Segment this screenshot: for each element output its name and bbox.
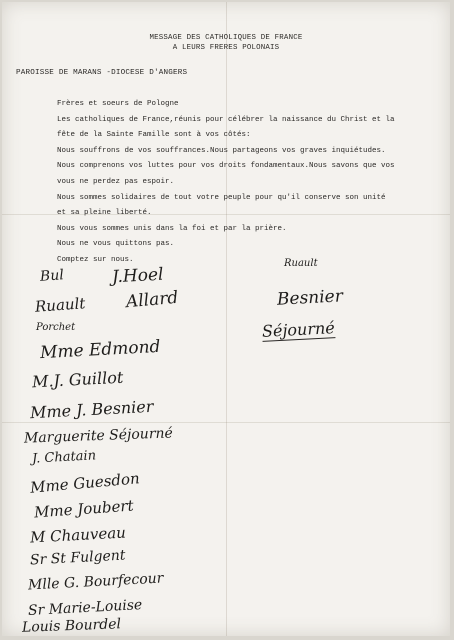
signature: J.Hoel <box>111 264 164 288</box>
parish-header: PAROISSE DE MARANS -DIOCESE D'ANGERS <box>16 69 188 77</box>
signature: Mme Guesdon <box>29 469 141 497</box>
body-line: Nous sommes solidaires de tout votre peuple pour qu'il conserve son unité <box>57 193 386 202</box>
body-line: Nous comprenons vos luttes pour vos droits fondamentaux.Nous savons que vos <box>57 162 395 171</box>
letter-subtitle: A LEURS FRERES POLONAIS <box>172 44 280 52</box>
body-line: et sa pleine liberté. <box>57 209 152 218</box>
signature: M Chauveau <box>29 523 127 547</box>
signature: Séjourné <box>261 318 336 341</box>
signature: Mlle G. Bourfecour <box>27 570 164 594</box>
body-line: Comptez sur nous. <box>57 255 134 264</box>
letter-page <box>2 2 450 636</box>
signature: Louis Bourdel <box>21 616 122 636</box>
body-line: Nous souffrons de vos souffrances.Nous partageons vos graves inquiétudes. <box>57 146 386 155</box>
letter-body <box>57 97 442 269</box>
signature: J. Chatain <box>31 448 97 467</box>
body-line: fête de la Sainte Famille sont à vos côtés: <box>57 131 251 140</box>
signature: Mme Edmond <box>39 336 161 364</box>
body-line: Nous vous sommes unis dans la foi et par la prière. <box>57 224 287 233</box>
signature: Porchet <box>36 322 76 333</box>
signature: Mme Joubert <box>33 496 135 522</box>
signature: Marguerite Séjourné <box>23 425 174 447</box>
signature: M.J. Guillot <box>31 367 124 392</box>
signature: Bul <box>39 267 65 285</box>
signature: Besnier <box>276 286 344 310</box>
signature: Sr St Fulgent <box>29 547 126 569</box>
fold-line-horizontal <box>2 422 450 423</box>
signature: Ruault <box>284 258 318 269</box>
signature: Allard <box>125 287 180 313</box>
body-line: Frères et soeurs de Pologne <box>57 100 179 108</box>
signature: Mme J. Besnier <box>29 396 154 423</box>
body-line: Les catholiques de France,réunis pour célébrer la naissance du Christ et la <box>57 115 395 124</box>
signature: Ruault <box>34 294 86 316</box>
signature: Sr Marie-Louise <box>27 597 143 619</box>
body-line: Nous ne vous quittons pas. <box>57 240 175 249</box>
letter-title: MESSAGE DES CATHOLIQUES DE FRANCE <box>149 34 303 42</box>
body-line: vous ne perdez pas espoir. <box>57 177 175 186</box>
